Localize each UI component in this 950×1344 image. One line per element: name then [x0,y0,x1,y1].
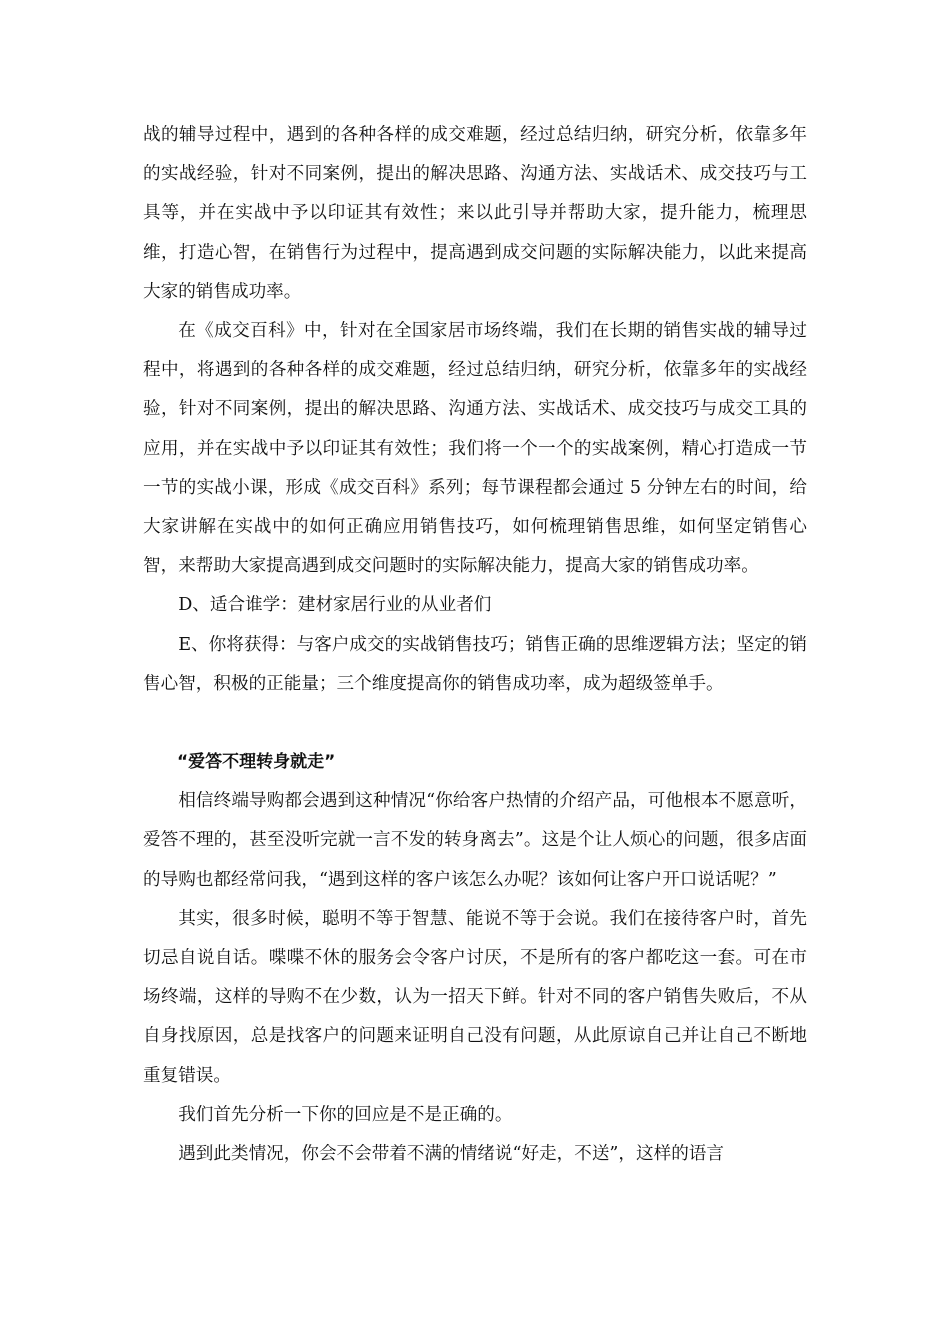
section-paragraph-question: 我们首先分析一下你的回应是不是正确的。 [178,1104,513,1125]
paragraph-chengjiao-baike: 在《成交百科》中，针对在全国家居市场终端，我们在长期的销售实战的辅导过程中，将遇到的各种各样的成交难题，经过总结归纳，研究分析，依靠多年的实战经验，针对不同案例，提出的解决思路、沟通方法、实战话术、成交技巧与成交工具的应用，并在实战中予以印证其有效性；我们将一个一个的实战案例，精心打造成一节一节的实战小课，形成《成交百科》系列；每节课程都会通过 5 分钟左右的时间，给大家讲解在实战中的如何正确应用销售技巧，如何梳理销售思维，如何坚定销售心智，来帮助大家提高遇到成交问题时的实际解决能力，提高大家的销售成功率。 [143,321,807,577]
section-heading: “爱答不理转身就走” [177,752,336,773]
paragraph-benefits: E、你将获得：与客户成交的实战销售技巧；销售正确的思维逻辑方法；坚定的销售心智，积极的正能量；三个维度提高你的销售成功率，成为超级签单手。 [143,634,807,694]
section-paragraph-intro: 相信终端导购都会遇到这种情况“你给客户热情的介绍产品，可他根本不愿意听，爱答不理的，甚至没听完就一言不发的转身离去”。这是个让人烦心的问题，很多店面的导购也都经常问我，“遇到这样的客户该怎么办呢？该如何让客户开口说话呢？” [143,791,807,890]
section-spacer [143,704,807,743]
section-paragraph-response: 遇到此类情况，你会不会带着不满的情绪说“好走，不送”，这样的语言 [178,1144,724,1165]
section-paragraph-analysis: 其实，很多时候，聪明不等于智慧、能说不等于会说。我们在接待客户时，首先切忌自说自话。喋喋不休的服务会令客户讨厌，不是所有的客户都吃这一套。可在市场终端，这样的导购不在少数，认为一招天下鲜。针对不同的客户销售失败后，不从自身找原因，总是找客户的问题来证明自己没有问题，从此原谅自己并让自己不断地重复错误。 [143,908,807,1086]
document-body [143,116,807,1174]
paragraph-continuation: 战的辅导过程中，遇到的各种各样的成交难题，经过总结归纳，研究分析，依靠多年的实战经验，针对不同案例，提出的解决思路、沟通方法、实战话术、成交技巧与工具等，并在实战中予以印证其有效性；来以此引导并帮助大家，提升能力，梳理思维，打造心智，在销售行为过程中，提高遇到成交问题的实际解决能力，以此来提高大家的销售成功率。 [143,125,807,302]
paragraph-target-audience: D、适合谁学：建材家居行业的从业者们 [178,595,492,616]
